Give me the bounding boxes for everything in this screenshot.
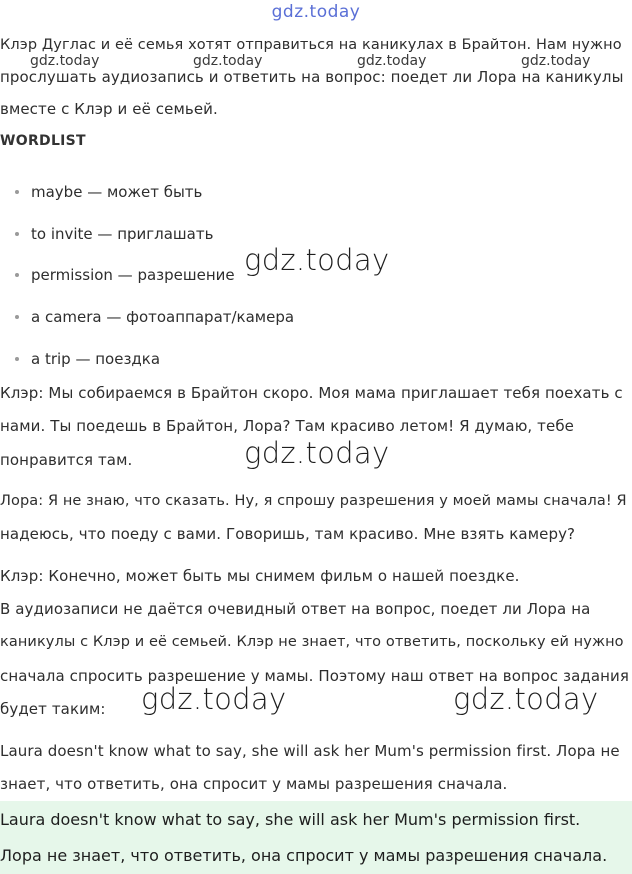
watermark-small-4: gdz.today — [521, 53, 591, 69]
bullet-icon — [15, 357, 19, 361]
answer-plain-line-2: знает, что ответить, она спросит у мамы разрешения сначала. — [0, 775, 508, 793]
answer-highlight-line-2: Лора не знает, что ответить, она спросит у мамы разрешения сначала. — [0, 846, 608, 865]
bullet-icon — [15, 273, 19, 277]
watermark-big-2: gdz.today — [244, 436, 390, 470]
bullet-icon — [15, 232, 19, 236]
dialogue-claire-1-line-2: нами. Ты поедешь в Брайтон, Лора? Там красиво летом! Я думаю, тебе — [0, 417, 575, 435]
dialogue-laura-line-1: Лора: Я не знаю, что сказать. Ну, я спрошу разрешения у моей мамы сначала! Я — [0, 493, 627, 509]
answer-highlight-line-1: Laura doesn't know what to say, she will ask her Mum's permission first. — [0, 810, 581, 829]
wordlist-item-text: maybe — может быть — [31, 183, 203, 201]
bullet-icon — [15, 315, 19, 319]
dialogue-claire-2-line-1: Клэр: Конечно, может быть мы снимем фильм о нашей поездке. — [0, 567, 520, 585]
explanation-line-3: сначала спросить разрешение у мамы. Поэтому наш ответ на вопрос задания — [0, 667, 629, 685]
watermark-small-3: gdz.today — [357, 53, 427, 69]
wordlist-item-text: permission — разрешение — [31, 266, 235, 284]
intro-line-1: Клэр Дуглас и её семья хотят отправиться на каникулах в Брайтон. Нам нужно — [0, 37, 622, 53]
wordlist-heading: WORDLIST — [0, 133, 86, 149]
dialogue-claire-1-line-1: Клэр: Мы собираемся в Брайтон скоро. Моя мама приглашает тебя поехать с — [0, 384, 623, 402]
intro-line-2: прослушать аудиозапись и ответить на вопрос: поедет ли Лора на каникулы — [0, 68, 624, 86]
answer-plain-line-1: Laura doesn't know what to say, she will ask her Mum's permission first. Лора не — [0, 742, 620, 760]
wordlist-item-text: a camera — фотоаппарат/камера — [31, 308, 295, 326]
watermark-big-4: gdz.today — [453, 682, 599, 716]
intro-line-3: вместе с Клэр и её семьей. — [0, 100, 218, 118]
wordlist-item — [15, 224, 213, 244]
answer-highlight-box — [0, 801, 632, 874]
watermark-big-3: gdz.today — [141, 682, 287, 716]
wordlist-item — [15, 265, 235, 285]
explanation-line-1: В аудиозаписи не даётся очевидный ответ на вопрос, поедет ли Лора на — [0, 600, 591, 618]
wordlist-item-text: to invite — приглашать — [31, 225, 214, 243]
dialogue-claire-1-line-3: понравится там. — [0, 451, 133, 469]
bullet-icon — [15, 190, 19, 194]
wordlist-item-text: a trip — поездка — [31, 350, 161, 368]
wordlist-item — [15, 349, 160, 369]
watermark-small-1: gdz.today — [30, 53, 100, 69]
watermark-top: gdz.today — [271, 2, 361, 22]
wordlist-item — [15, 307, 294, 327]
watermark-small-2: gdz.today — [193, 53, 263, 69]
watermark-big-1: gdz.today — [244, 243, 390, 277]
explanation-line-4: будет таким: — [0, 700, 106, 718]
dialogue-laura-line-2: надеюсь, что поеду с вами. Говоришь, там красиво. Мне взять камеру? — [0, 525, 576, 543]
wordlist-item — [15, 182, 202, 202]
explanation-line-2: каникулы с Клэр и её семьей. Клэр не знает, что ответить, поскольку ей нужно — [0, 634, 624, 650]
